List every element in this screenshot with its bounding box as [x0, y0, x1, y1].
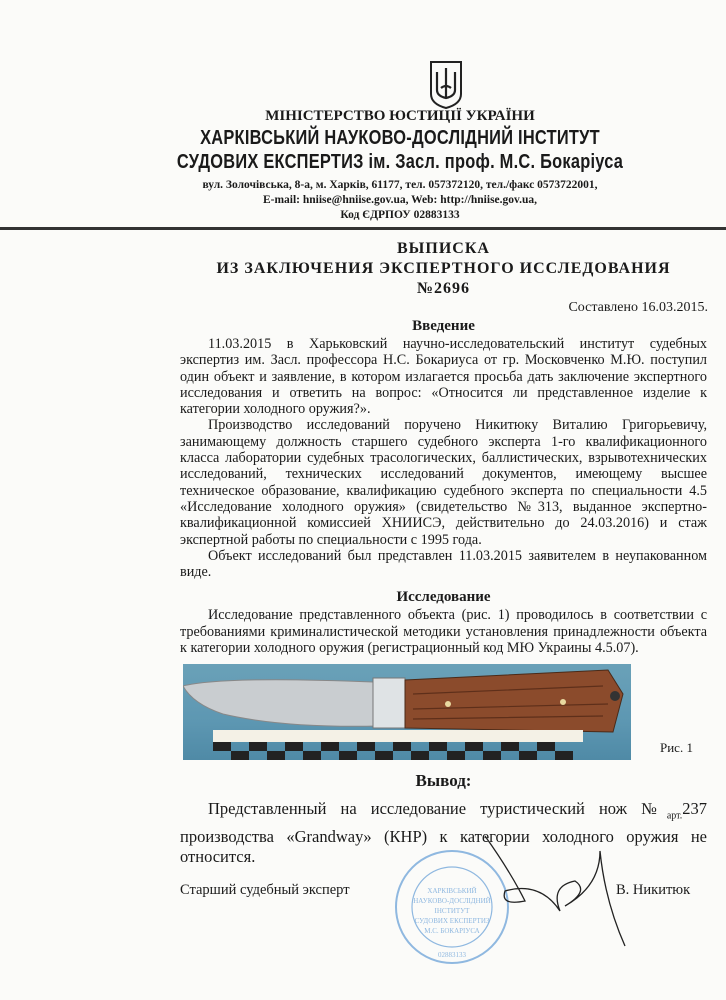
svg-text:ХАРКІВСЬКИЙ: ХАРКІВСЬКИЙ [427, 886, 477, 895]
header-divider [0, 227, 726, 230]
research-heading: Исследование [396, 589, 491, 606]
svg-text:НАУКОВО-ДОСЛІДНИЙ: НАУКОВО-ДОСЛІДНИЙ [413, 896, 491, 905]
conclusion-text-part: Представленный на исследование туристический нож № [208, 799, 667, 819]
figure [180, 664, 707, 762]
ministry-name: МІНІСТЕРСТВО ЮСТИЦІЇ УКРАЇНИ [265, 108, 535, 124]
institute-address: вул. Золочівська, 8-а, м. Харків, 61177, тел. 057372120, тел./факс 0573722001, [202, 179, 598, 191]
document-title: ВЫПИСКА [397, 240, 490, 257]
document-subtitle: ИЗ ЗАКЛЮЧЕНИЯ ЭКСПЕРТНОГО ИССЛЕДОВАНИЯ [216, 260, 671, 277]
signature-row [180, 881, 707, 959]
institute-name-line1: ХАРКІВСЬКИЙ НАУКОВО-ДОСЛІДНИЙ ІНСТИТУТ [200, 127, 600, 149]
document-number: №2696 [416, 280, 471, 297]
signature [480, 831, 630, 951]
intro-heading: Введение [412, 318, 475, 334]
document-body [180, 236, 708, 959]
svg-text:ІНСТИТУТ: ІНСТИТУТ [434, 906, 470, 915]
signer-position: Старший судебный эксперт [180, 881, 350, 898]
intro-paragraph: Производство исследований поручено Никитюку Виталию Григорьевичу, занимающему должность старшего судебного эксперта 1-го квалификационного класса лаборатории судебных трасологических, баллистических, взрывотехнических исследований, технических исследований документов, имеющему высшее техническое образование, квалификацию судебного эксперта по специальности 4.5 «Исследование холодного оружия» (свидетельство №313, выданное экспертно-квалификационной комиссией ХНИИСЭ, действительно до 24.03.2016) и стаж экспертной работы по специальности с 1995 года. [180, 417, 707, 548]
svg-text:М.С. БОКАРІУСА: М.С. БОКАРІУСА [424, 926, 480, 935]
figure-caption: Рис. 1 [660, 740, 693, 756]
conclusion-heading: Вывод: [415, 771, 472, 791]
conclusion-subscript: арт. [666, 810, 683, 822]
conclusion-text-part: 237 производства «Grandway» (КНР) к категории холодного оружия не относится. [180, 799, 707, 866]
institute-name-line2: СУДОВИХ ЕКСПЕРТИЗ ім. Засл. проф. М.С. Бокаріуса [176, 151, 624, 173]
intro-paragraph: 11.03.2015 в Харьковский научно-исследовательский институт судебных экспертиз им. Засл. профессора Н.С. Бокариуса от гр. Московченко М.Ю. поступил один объект и заявление, в котором излагается просьба дать заключение экспертного исследования и ответить на вопрос: «Относится ли представленное изделие к категории холодного оружия?». [180, 336, 707, 418]
svg-text:02883133: 02883133 [438, 950, 466, 959]
intro-paragraph: Объект исследований был представлен 11.03.2015 заявителем в неупакованном виде. [180, 547, 707, 581]
research-paragraph: Исследование представленного объекта (рис. 1) проводилось в соответствии с требованиями криминалистической методики установления принадлежности объекта к категории холодного оружия (регистрационный код МЮ Украины 4.5.07). [180, 607, 707, 657]
compiled-date: Составлено 16.03.2015. [568, 300, 708, 315]
knife-photo [183, 664, 631, 760]
intro-section [180, 336, 707, 580]
institute-code: Код ЄДРПОУ 02883133 [340, 209, 460, 221]
svg-text:СУДОВИХ ЕКСПЕРТИЗ: СУДОВИХ ЕКСПЕРТИЗ [414, 916, 490, 925]
institute-contacts: E-mail: hniise@hniise.gov.ua, Web: http://hniise.gov.ua, [262, 194, 538, 206]
signer-name: В. Никитюк [616, 881, 691, 898]
trident-emblem-icon [428, 60, 464, 110]
